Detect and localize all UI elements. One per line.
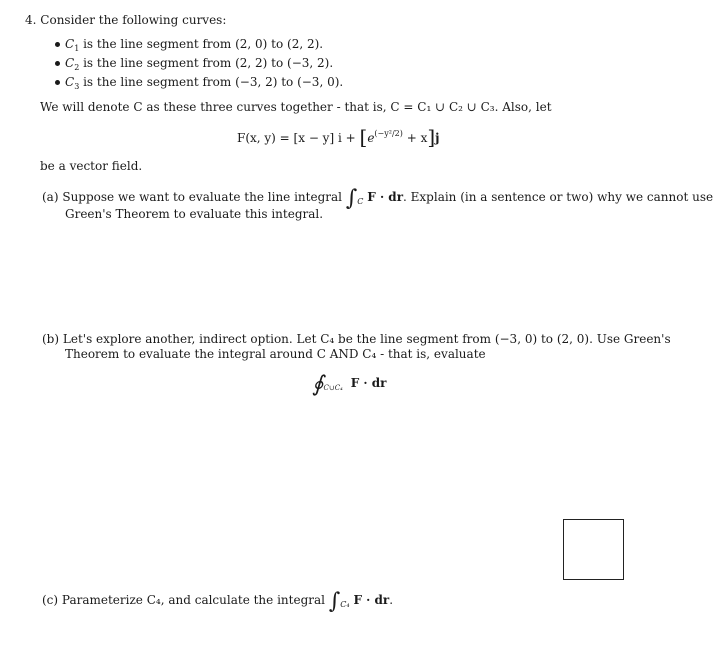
vector-field-text: be a vector field. (40, 159, 143, 173)
denote-text: We will denote C as these three curves together - that is, C = C₁ ∪ C₂ ∪ C₃. Also, let (40, 100, 552, 114)
curve-item-3 (65, 74, 343, 95)
part-c (42, 590, 393, 613)
bullet-icon (55, 42, 60, 47)
exp-base: e (367, 131, 375, 145)
contour-integral (312, 373, 386, 396)
curve-item-1 (65, 36, 323, 57)
vector-field-equation (237, 125, 440, 149)
curve-subscript: 3 (74, 82, 80, 91)
field-lhs: F(x, y) = [x − y] i + (237, 131, 356, 145)
unit-vector-j: j (435, 131, 440, 145)
integral-subscript: C (357, 197, 364, 206)
right-bracket: ] (427, 125, 436, 149)
curve-description: is the line segment from (−3, 2) to (−3, 0). (79, 75, 344, 89)
exp-exponent: (−y²/2) (374, 129, 403, 138)
curve-symbol: C (65, 75, 75, 89)
integral-icon: ∫ (345, 186, 358, 211)
bullet-icon (55, 80, 60, 85)
curve-symbol: C (65, 56, 75, 70)
left-bracket: [ (359, 125, 368, 149)
curve-description: is the line segment from (2, 0) to (2, 2). (79, 37, 324, 51)
bullet-icon (55, 61, 60, 66)
integrand: F · dr (367, 190, 404, 204)
part-label: (c) (42, 593, 59, 607)
curve-symbol: C (65, 37, 75, 51)
integrand: F · dr (350, 376, 387, 390)
trailing-period: . (389, 593, 394, 607)
part-a-text-after: . Explain (in a sentence or two) why we cannot use (403, 190, 713, 204)
problem-intro: Consider the following curves: (40, 13, 227, 27)
field-tail: + x (406, 131, 428, 145)
part-label: (a) (42, 190, 59, 204)
curve-item-2 (65, 55, 333, 76)
answer-box[interactable] (563, 519, 624, 580)
part-label: (b) (42, 332, 60, 346)
problem-header (25, 12, 226, 28)
part-c-text: Parameterize C₄, and calculate the integral (61, 593, 325, 607)
problem-number: 4. (25, 13, 37, 27)
integral-icon: ∫ (328, 589, 341, 614)
curve-subscript: 1 (74, 44, 80, 53)
integrand: F · dr (353, 593, 390, 607)
contour-subscript: C∪C₄ (323, 384, 343, 392)
contour-integral-icon: ∮ (312, 372, 324, 397)
part-b-line2: Theorem to evaluate the integral around C AND C₄ - that is, evaluate (65, 347, 486, 361)
integral-subscript: C₄ (340, 600, 350, 609)
part-a-text: Suppose we want to evaluate the line integral (62, 190, 342, 204)
part-a-line2: Green's Theorem to evaluate this integral. (65, 207, 324, 221)
part-b (42, 331, 671, 347)
curve-subscript: 2 (74, 63, 80, 72)
part-b-line1: Let's explore another, indirect option. Let C₄ be the line segment from (−3, 0) to (2, 0). Use Green's (62, 332, 671, 346)
curve-description: is the line segment from (2, 2) to (−3, 2). (79, 56, 334, 70)
